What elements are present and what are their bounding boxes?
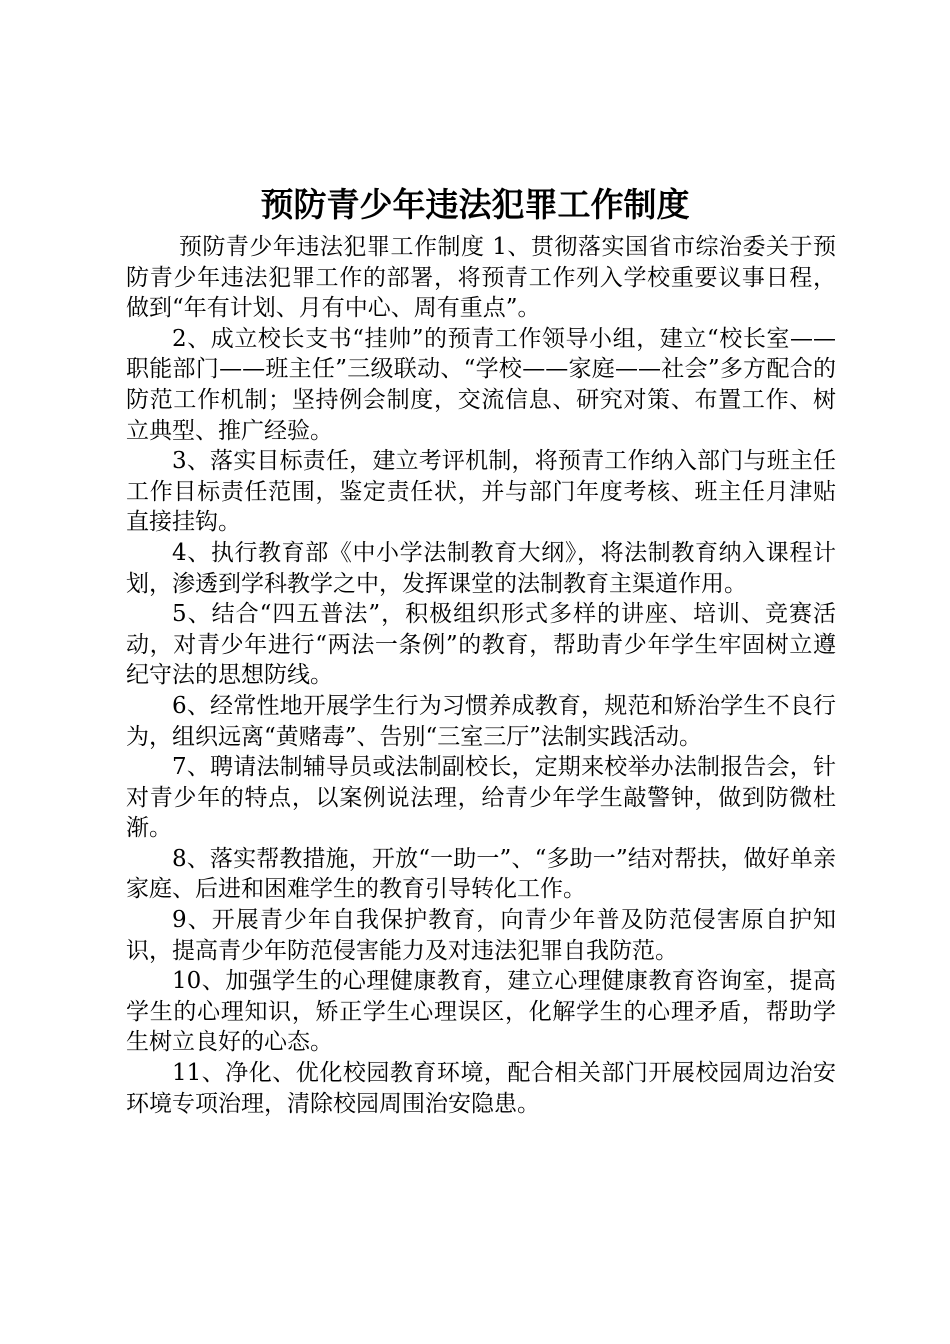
- paragraph-7: 7、聘请法制辅导员或法制副校长，定期来校举办法制报告会，针对青少年的特点，以案例说法理，给青少年学生敲警钟，做到防微杜渐。: [126, 754, 836, 842]
- paragraph-1: 预防青少年违法犯罪工作制度 1、贯彻落实国省市综治委关于预防青少年违法犯罪工作的部署，将预青工作列入学校重要议事日程，做到“年有计划、月有中心、周有重点”。: [126, 234, 836, 322]
- paragraph-5: 5、结合“四五普法”，积极组织形式多样的讲座、培训、竞赛活动，对青少年进行“两法一条例”的教育，帮助青少年学生牢固树立遵纪守法的思想防线。: [126, 601, 836, 689]
- document-title: 预防青少年违法犯罪工作制度: [260, 185, 690, 224]
- paragraph-4: 4、执行教育部《中小学法制教育大纲》，将法制教育纳入课程计划，渗透到学科教学之中，发挥课堂的法制教育主渠道作用。: [126, 539, 836, 597]
- paragraph-8: 8、落实帮教措施，开放“一助一”、“多助一”结对帮扶，做好单亲家庭、后进和困难学生的教育引导转化工作。: [126, 845, 836, 903]
- paragraph-2: 2、成立校长支书“挂帅”的预青工作领导小组，建立“校长室——职能部门——班主任”三级联动、“学校——家庭——社会”多方配合的防范工作机制；坚持例会制度，交流信息、研究对策、布置工作、树立典型、推广经验。: [126, 325, 836, 444]
- paragraph-11: 11、净化、优化校园教育环境，配合相关部门开展校园周边治安环境专项治理，清除校园周围治安隐患。: [126, 1060, 836, 1117]
- paragraph-3: 3、落实目标责任，建立考评机制，将预青工作纳入部门与班主任工作目标责任范围，鉴定责任状，并与部门年度考核、班主任月津贴直接挂钩。: [126, 448, 836, 536]
- document-body: [126, 232, 836, 1119]
- paragraph-10: 10、加强学生的心理健康教育，建立心理健康教育咨询室，提高学生的心理知识，矫正学生心理误区，化解学生的心理矛盾，帮助学生树立良好的心态。: [126, 968, 836, 1056]
- paragraph-9: 9、开展青少年自我保护教育，向青少年普及防范侵害原自护知识，提高青少年防范侵害能力及对违法犯罪自我防范。: [126, 907, 836, 964]
- paragraph-6: 6、经常性地开展学生行为习惯养成教育，规范和矫治学生不良行为，组织远离“黄赌毒”、告别“三室三厅”法制实践活动。: [126, 692, 836, 750]
